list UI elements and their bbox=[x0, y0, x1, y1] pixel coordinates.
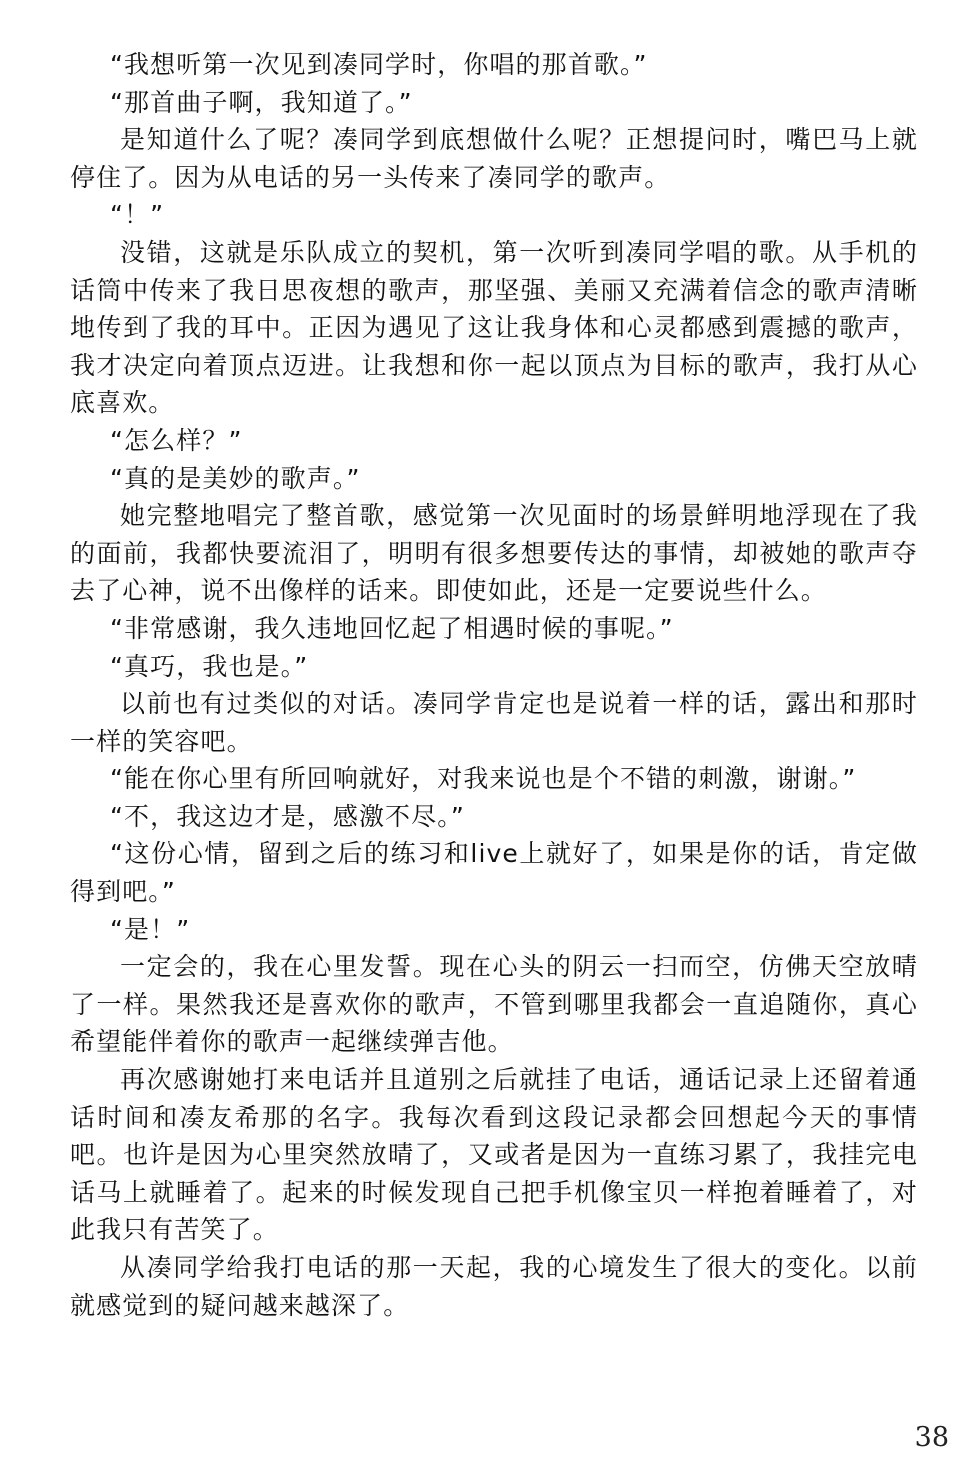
paragraph: “真巧，我也是。” bbox=[110, 651, 309, 681]
paragraph: 以前也有过类似的对话。凑同学肯定也是说着一样的话，露出和那时一样的笑容吧。 bbox=[70, 689, 918, 756]
paragraph: “真的是美妙的歌声。” bbox=[110, 463, 361, 493]
paragraph: “能在你心里有所回响就好，对我来说也是个不错的刺激，谢谢。” bbox=[110, 764, 857, 794]
paragraph: “这份心情，留到之后的练习和live上就好了，如果是你的话，肯定做得到吧。” bbox=[70, 839, 918, 907]
paragraph: “我想听第一次见到凑同学时，你唱的那首歌。” bbox=[110, 50, 648, 79]
paragraph: “非常感谢，我久违地回忆起了相遇时候的事呢。” bbox=[110, 613, 674, 643]
paragraph: “怎么样？” bbox=[110, 425, 243, 455]
paragraph: “那首曲子啊，我知道了。” bbox=[110, 87, 413, 117]
page-number: 38 bbox=[914, 1422, 949, 1453]
paragraph: “不，我这边才是，感激不尽。” bbox=[110, 801, 465, 831]
paragraph: 是知道什么了呢？凑同学到底想做什么呢？正想提问时，嘴巴马上就停住了。因为从电话的另一头传来了凑同学的歌声。 bbox=[70, 125, 918, 192]
paragraph: 她完整地唱完了整首歌，感觉第一次见面时的场景鲜明地浮现在了我的面前，我都快要流泪了，明明有很多想要传达的事情，却被她的歌声夺去了心神，说不出像样的话来。即使如此，还是一定要说些什么。 bbox=[70, 501, 918, 606]
paragraph: “！” bbox=[110, 200, 165, 230]
page-text bbox=[70, 46, 918, 1324]
paragraph: 再次感谢她打来电话并且道别之后就挂了电话，通话记录上还留着通话时间和凑友希那的名字。我每次看到这段记录都会回想起今天的事情吧。也许是因为心里突然放晴了，又或者是因为一直练习累了，我挂完电话马上就睡着了。起来的时候发现自己把手机像宝贝一样抱着睡着了，对此我只有苦笑了。 bbox=[70, 1065, 918, 1245]
paragraph: 没错，这就是乐队成立的契机，第一次听到凑同学唱的歌。从手机的话筒中传来了我日思夜想的歌声，那坚强、美丽又充满着信念的歌声清晰地传到了我的耳中。正因为遇见了这让我身体和心灵都感到震撼的歌声，我才决定向着顶点迈进。让我想和你一起以顶点为目标的歌声，我打从心底喜欢。 bbox=[70, 237, 918, 418]
paragraph: 一定会的，我在心里发誓。现在心头的阴云一扫而空，仿佛天空放晴了一样。果然我还是喜欢你的歌声，不管到哪里我都会一直追随你，真心希望能伴着你的歌声一起继续弹吉他。 bbox=[70, 952, 918, 1057]
paragraph: 从凑同学给我打电话的那一天起，我的心境发生了很大的变化。以前就感觉到的疑问越来越深了。 bbox=[70, 1253, 918, 1320]
paragraph: “是！” bbox=[110, 914, 191, 944]
